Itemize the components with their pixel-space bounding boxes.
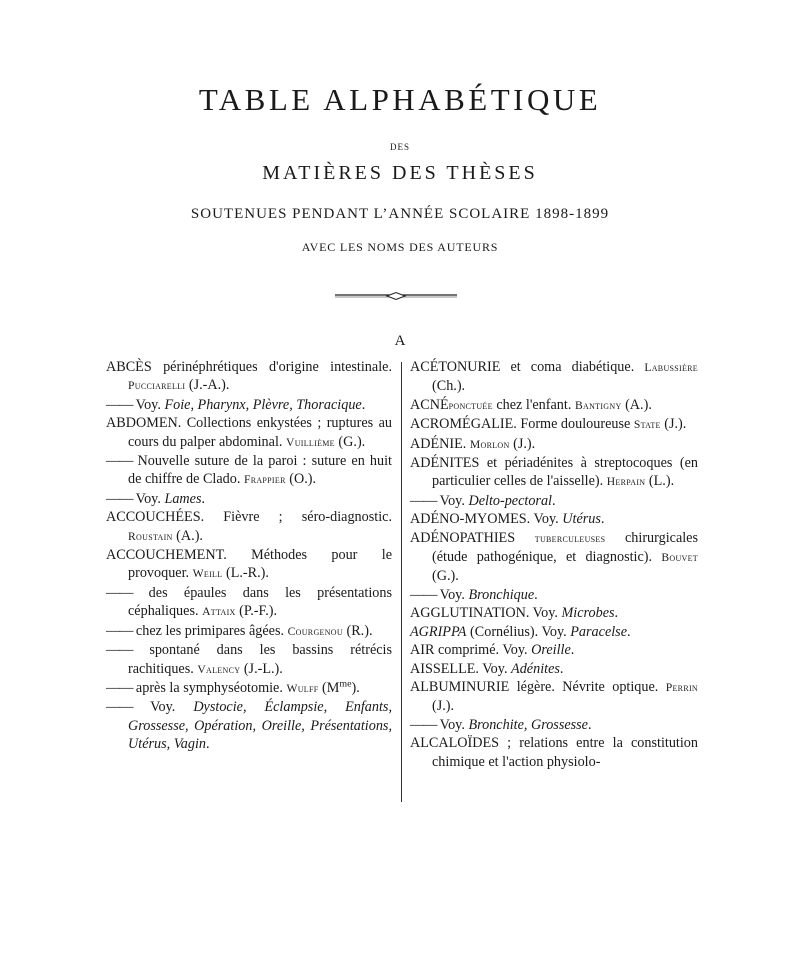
entry-text: (Ch.). — [432, 378, 466, 395]
left-column — [106, 358, 392, 754]
index-entry — [410, 358, 698, 396]
cross-reference: Dystocie, Éclampsie, Enfants, Grossesse, Opération, Oreille, Présentations, Utérus, Vagin — [128, 699, 392, 753]
repeat-dash: —— — [410, 492, 437, 509]
entry-text: et périadénites à streptocoques (en particulier celles de l'aisselle). — [432, 455, 698, 490]
entry-text: périnéphrétiques d'origine intestinale. — [151, 359, 392, 375]
entry-text: (J.-L.). — [240, 660, 283, 677]
cross-reference: Utérus — [562, 511, 601, 528]
cross-reference: Paracelse — [570, 623, 627, 640]
entry-heading: ALBUMINURIE — [410, 678, 510, 695]
entry-heading: ABDOMEN — [106, 415, 178, 432]
entry-text: . — [559, 660, 564, 677]
cross-reference: Foie, Pharynx, Plèvre, Thoracique — [164, 396, 362, 413]
index-entry — [106, 396, 392, 414]
index-entry — [106, 452, 392, 490]
index-entry — [410, 510, 698, 528]
entry-text: (J.). — [509, 435, 536, 452]
entry-text: . Forme douloureuse — [513, 416, 634, 433]
entry-heading: ACCOUCHEMENT — [106, 547, 224, 564]
author-name: State — [633, 418, 661, 432]
entry-text: . — [201, 490, 206, 507]
cross-reference: Bronchite, Grossesse — [468, 716, 588, 733]
entry-text: spontané dans les bassins rétrécis rachitiques. — [128, 642, 392, 677]
cross-reference: Delto-pectoral — [468, 492, 552, 509]
index-entry — [410, 396, 698, 415]
index-entry — [410, 734, 698, 771]
index-entry — [410, 623, 698, 641]
index-entry — [106, 584, 392, 622]
entry-qualifier: tuberculeuses — [534, 531, 606, 545]
entry-heading: ADÉNOPATHIES — [410, 529, 516, 546]
index-entry — [410, 529, 698, 586]
ornament-rule — [335, 290, 457, 300]
entry-heading: AGRIPPA — [410, 623, 467, 640]
superscript: me — [339, 678, 352, 690]
entry-text: . — [361, 396, 366, 413]
entry-text: (O.). — [285, 471, 317, 488]
title-connector: DES — [389, 142, 410, 152]
entry-text: et coma diabétique. — [500, 359, 645, 375]
index-entry — [106, 641, 392, 679]
index-entry — [410, 415, 698, 434]
author-name: Herpain — [606, 475, 646, 489]
page-title: TABLE ALPHABÉTIQUE — [198, 82, 602, 117]
index-entry — [106, 358, 392, 396]
entry-text: ). — [351, 679, 360, 696]
entry-text: . Voy. — [525, 605, 562, 622]
entry-text: Voy. — [436, 716, 469, 733]
index-entry — [106, 698, 392, 753]
index-entry — [410, 641, 698, 659]
entry-text: . — [551, 492, 556, 509]
authors-line: AVEC LES NOMS DES AUTEURS — [301, 240, 499, 254]
entry-text: Nouvelle suture de la paroi : suture en huit de chiffre de Clado. — [128, 453, 392, 488]
cross-reference: Lames — [164, 490, 202, 507]
column-divider — [401, 362, 402, 802]
section-letter: A — [394, 333, 406, 349]
entry-text: (J.). — [660, 416, 687, 433]
entry-text: (J.-A.). — [185, 377, 230, 394]
entry-text: . Voy. — [526, 511, 563, 528]
entry-text: . — [587, 716, 592, 733]
entry-text: (M — [318, 679, 340, 696]
entry-heading: ABCÈS — [106, 359, 152, 375]
entry-text: légère. Névrite optique. — [509, 678, 666, 695]
author-name: Weill — [192, 567, 223, 581]
index-entry — [106, 490, 392, 508]
page-subtitle: MATIÈRES DES THÈSES — [262, 162, 538, 184]
entry-heading: ACNÉ — [410, 396, 449, 413]
author-name: Valency — [197, 662, 241, 676]
entry-text: . — [534, 586, 538, 603]
author-name: Labussière — [644, 361, 698, 374]
cross-reference: Bronchique — [468, 586, 535, 603]
entry-text: . — [462, 435, 470, 452]
repeat-dash: —— — [106, 622, 133, 639]
index-entry — [410, 678, 698, 716]
entry-text: . — [614, 605, 619, 622]
index-entry — [106, 414, 392, 452]
entry-text: (R.). — [342, 622, 373, 639]
index-entry — [410, 604, 698, 622]
entry-heading: ACCOUCHÉES — [106, 509, 201, 526]
entry-heading: ACROMÉGALIE — [410, 416, 514, 433]
entry-text: après la symphyséotomie. — [132, 679, 287, 696]
academic-year-line: SOUTENUES PENDANT L’ANNÉE SCOLAIRE 1898-1899 — [190, 206, 610, 222]
repeat-dash: —— — [410, 586, 437, 603]
entry-text: (P.-F.). — [235, 603, 278, 620]
entry-text: (L.-R.). — [222, 565, 269, 582]
entry-text: Voy. — [132, 699, 194, 716]
entry-text: . Voy. — [475, 660, 512, 677]
right-column — [410, 358, 698, 771]
author-name: Wulff — [286, 681, 319, 695]
entry-text: Voy. — [132, 490, 165, 507]
entry-text: (G.). — [432, 568, 459, 585]
entry-text: chez les primipares âgées. — [132, 622, 288, 639]
repeat-dash: —— — [410, 716, 437, 733]
entry-text: (A.). — [172, 527, 203, 544]
index-entry — [106, 508, 392, 546]
index-entry — [410, 435, 698, 454]
repeat-dash: —— — [106, 584, 133, 601]
author-name: Frappier — [243, 473, 286, 487]
entry-text: chez l'enfant. — [492, 396, 575, 413]
cross-reference: Oreille — [531, 642, 571, 659]
repeat-dash: —— — [106, 699, 133, 716]
author-name: Pucciarelli — [128, 379, 186, 393]
cross-reference: Microbes — [561, 605, 615, 622]
entry-text: Voy. — [132, 396, 165, 413]
index-entry — [106, 546, 392, 584]
cross-reference: Adénites — [511, 660, 560, 677]
index-entry — [106, 679, 392, 698]
author-name: Roustain — [128, 529, 173, 543]
author-name: Bantigny — [574, 398, 622, 412]
index-entry — [410, 716, 698, 734]
repeat-dash: —— — [106, 453, 133, 470]
entry-heading: AGGLUTINATION — [410, 605, 526, 622]
index-entry — [410, 454, 698, 492]
entry-heading: AIR — [410, 642, 435, 659]
entry-text: . — [600, 511, 605, 528]
entry-heading: ADÉNIE — [410, 435, 463, 452]
entry-text: Voy. — [436, 586, 469, 603]
index-entry — [410, 660, 698, 678]
entry-text — [515, 530, 535, 546]
repeat-dash: —— — [106, 642, 133, 659]
entry-text: . — [627, 623, 631, 640]
index-entry — [106, 622, 392, 641]
entry-text: (A.). — [621, 396, 652, 413]
entry-heading: ALCALOÏDES — [410, 735, 500, 752]
entry-qualifier: ponctuée — [448, 398, 493, 412]
entry-heading: ADÉNO-MYOMES — [410, 511, 527, 528]
entry-heading: ADÉNITES — [410, 455, 480, 472]
author-name: Attaix — [202, 605, 236, 619]
author-name: Courgenou — [287, 624, 343, 638]
author-name: Vuillième — [286, 435, 335, 449]
entry-text: comprimé. Voy. — [434, 642, 532, 659]
entry-text: . Collections enkystées ; ruptures au cours du palper abdominal. — [128, 415, 392, 450]
entry-text: Voy. — [436, 492, 469, 509]
entry-text: . — [570, 642, 575, 659]
entry-text: . Fièvre ; séro-diagnostic. — [200, 509, 392, 526]
entry-text: (L.). — [645, 473, 675, 490]
author-name: Morlon — [469, 437, 510, 451]
entry-text: (J.). — [432, 698, 455, 715]
author-name: Perrin — [665, 680, 698, 694]
entry-text: des épaules dans les présentations céphaliques. — [128, 584, 392, 620]
author-name: Bouvet — [661, 551, 698, 565]
index-entry — [410, 492, 698, 510]
repeat-dash: —— — [106, 679, 133, 696]
index-entry — [410, 586, 698, 604]
entry-heading: ACÉTONURIE — [410, 359, 501, 375]
entry-text: . Méthodes pour le provoquer. — [128, 547, 392, 582]
entry-text: (Cornélius). Voy. — [466, 623, 571, 640]
repeat-dash: —— — [106, 490, 133, 507]
entry-heading: AISSELLE — [410, 660, 476, 677]
entry-text: (G.). — [334, 433, 366, 450]
entry-text: chirurgicales (étude pathogénique, et diagnostic). — [432, 529, 699, 566]
entry-text: ; relations entre la constitution chimique et l'action physiolo- — [432, 735, 698, 770]
repeat-dash: —— — [106, 396, 133, 413]
entry-text: . — [206, 736, 210, 753]
